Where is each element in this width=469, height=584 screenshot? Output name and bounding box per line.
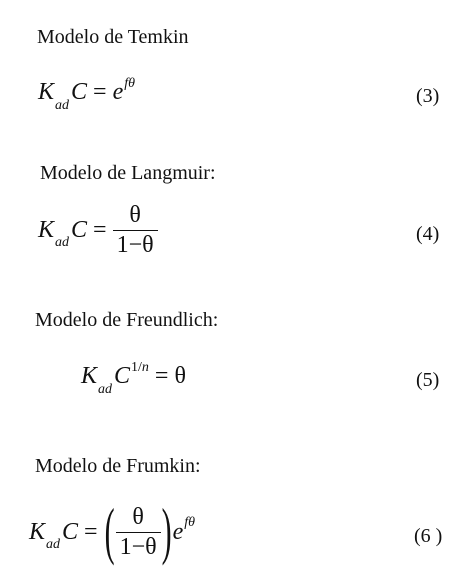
langmuir-fraction (113, 203, 158, 258)
temkin-e: e (112, 79, 124, 105)
frumkin-fraction (116, 505, 161, 560)
temkin-exponent: fθ (124, 76, 136, 91)
langmuir-k-subscript: ad (55, 235, 70, 251)
frumkin-c: C (62, 519, 79, 546)
frumkin-exponent: fθ (184, 515, 196, 531)
freundlich-exponent-base: 1/ (131, 360, 142, 375)
frumkin-right-paren: ) (161, 496, 172, 567)
equation-number-3: (3) (416, 85, 440, 107)
frumkin-k-subscript: ad (46, 537, 61, 553)
freundlich-exponent (131, 360, 149, 375)
temkin-c: C (71, 79, 88, 105)
langmuir-denominator: 1−θ (116, 232, 154, 259)
freundlich-heading: Modelo de Freundlich: (35, 309, 219, 331)
temkin-k: K (38, 79, 55, 105)
langmuir-equation (38, 203, 158, 258)
equation-number-5: (5) (416, 369, 440, 391)
freundlich-c: C (114, 363, 131, 389)
temkin-k-subscript: ad (55, 98, 70, 113)
frumkin-heading: Modelo de Frumkin: (35, 455, 201, 477)
langmuir-numerator: θ (113, 203, 158, 231)
equation-number-6: (6 ) (414, 525, 443, 547)
frumkin-e: e (172, 519, 184, 546)
frumkin-equation (29, 496, 196, 567)
frumkin-equals: = (84, 519, 98, 546)
frumkin-k: K (29, 519, 46, 546)
langmuir-equals: = (93, 217, 107, 244)
frumkin-denominator: 1−θ (119, 534, 157, 561)
temkin-equation (38, 76, 136, 113)
freundlich-rhs: θ (174, 363, 186, 389)
freundlich-equation (81, 360, 186, 397)
temkin-equals: = (93, 79, 107, 105)
freundlich-k-subscript: ad (98, 382, 113, 397)
temkin-heading: Modelo de Temkin (37, 26, 189, 48)
freundlich-exponent-n: n (141, 360, 149, 375)
freundlich-k: K (81, 363, 98, 389)
freundlich-equals: = (154, 363, 169, 389)
equation-number-4: (4) (416, 223, 440, 245)
langmuir-heading: Modelo de Langmuir: (40, 162, 216, 184)
frumkin-left-paren: ( (104, 496, 115, 567)
langmuir-c: C (71, 217, 88, 244)
frumkin-numerator: θ (116, 505, 161, 533)
langmuir-k: K (38, 217, 55, 244)
